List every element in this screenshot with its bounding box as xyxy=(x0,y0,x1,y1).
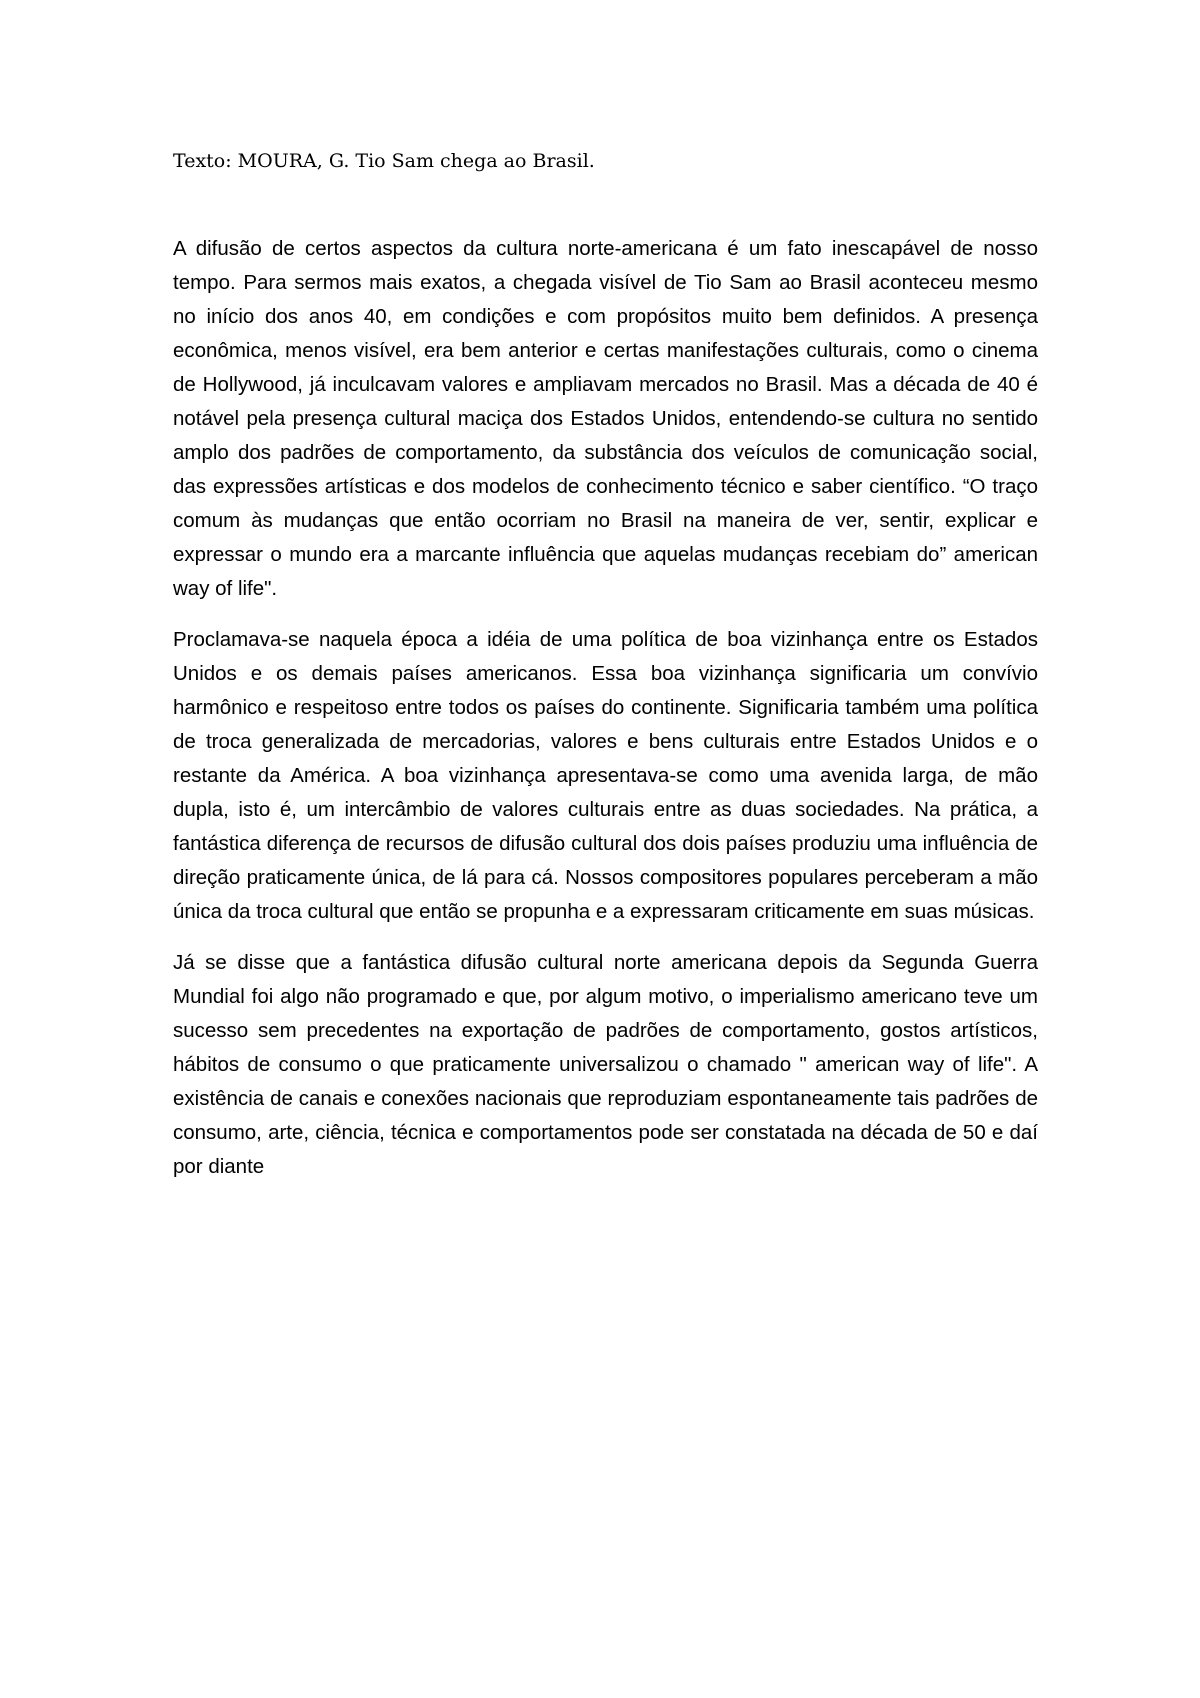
paragraph-2: Proclamava-se naquela época a idéia de uma política de boa vizinhança entre os Estados Unidos e os demais países americanos. Essa boa vizinhança significaria um convívio harmônico e respeitoso entre todos os países do continente. Significaria também uma política de troca generalizada de mercadorias, valores e bens culturais entre Estados Unidos e o restante da América. A boa vizinhança apresentava-se como uma avenida larga, de mão dupla, isto é, um intercâmbio de valores culturais entre as duas sociedades. Na prática, a fantástica diferença de recursos de difusão cultural dos dois países produziu uma influência de direção praticamente única, de lá para cá. Nossos compositores populares perceberam a mão única da troca cultural que então se propunha e a expressaram criticamente em suas músicas. xyxy=(173,628,1038,923)
paragraph-1: A difusão de certos aspectos da cultura norte-americana é um fato inescapável de nosso tempo. Para sermos mais exatos, a chegada visível de Tio Sam ao Brasil aconteceu mesmo no início dos anos 40, em condições e com propósitos muito bem definidos. A presença econômica, menos visível, era bem anterior e certas manifestações culturais, como o cinema de Hollywood, já inculcavam valores e ampliavam mercados no Brasil. Mas a década de 40 é notável pela presença cultural maciça dos Estados Unidos, entendendo-se cultura no sentido amplo dos padrões de comportamento, da substância dos veículos de comunicação social, das expressões artísticas e dos modelos de conhecimento técnico e saber científico. “O traço comum às mudanças que então ocorriam no Brasil na maneira de ver, sentir, explicar e expressar o mundo era a marcante influência que aquelas mudanças recebiam do” american way of life". xyxy=(173,237,1038,600)
document-body xyxy=(173,144,1038,1201)
paragraph-3: Já se disse que a fantástica difusão cultural norte americana depois da Segunda Guerra Mundial foi algo não programado e que, por algum motivo, o imperialismo americano teve um sucesso sem precedentes na exportação de padrões de comportamento, gostos artísticos, hábitos de consumo o que praticamente universalizou o chamado " american way of life". A existência de canais e conexões nacionais que reproduziam espontaneamente tais padrões de consumo, arte, ciência, técnica e comportamentos pode ser constatada na década de 50 e daí por diante xyxy=(173,951,1038,1178)
document-heading: Texto: MOURA, G. Tio Sam chega ao Brasil. xyxy=(173,150,595,172)
